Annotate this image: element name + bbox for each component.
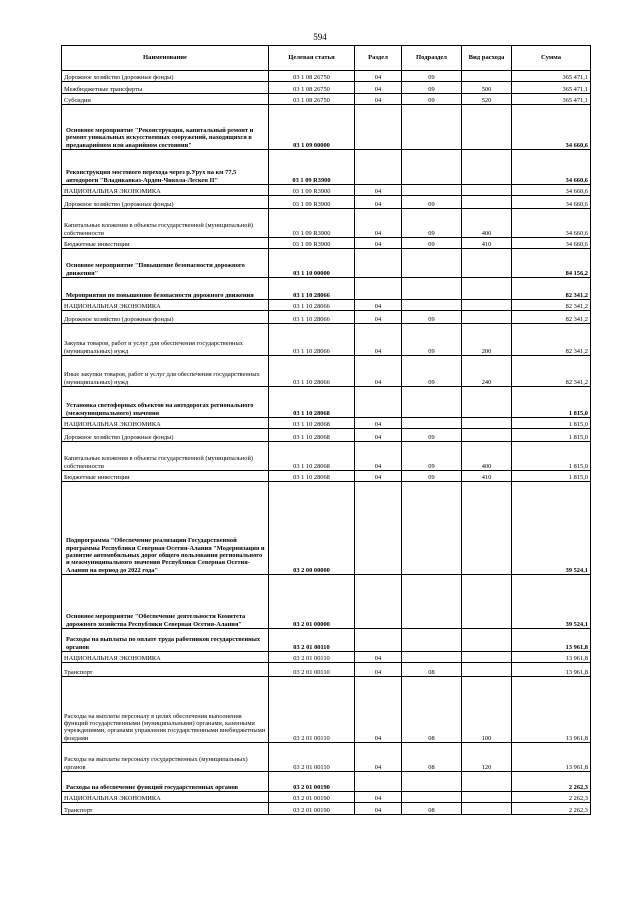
- cell-subsection: [402, 278, 462, 300]
- cell-subsection: [402, 185, 462, 196]
- table-row: [62, 629, 591, 652]
- cell-name: Установка светофорных объектов на автодорогах регионального (межмуниципального) значения: [62, 387, 269, 418]
- cell-target-article: 03 2 00 00000: [269, 482, 355, 575]
- cell-target-article: 03 1 08 26750: [269, 82, 355, 94]
- cell-section: 04: [355, 652, 402, 663]
- cell-name: Дорожное хозяйство (дорожные фонды): [62, 311, 269, 324]
- cell-sum: 13 961,8: [512, 677, 591, 743]
- cell-target-article: 03 1 09 R3900: [269, 196, 355, 209]
- cell-expense-type: [462, 429, 512, 442]
- cell-subsection: [402, 575, 462, 629]
- cell-subsection: [402, 418, 462, 429]
- cell-subsection: [402, 150, 462, 185]
- cell-section: 04: [355, 429, 402, 442]
- cell-section: 04: [355, 209, 402, 238]
- table-row: [62, 185, 591, 196]
- cell-expense-type: [462, 278, 512, 300]
- table-row: [62, 105, 591, 150]
- cell-sum: 1 815,0: [512, 429, 591, 442]
- cell-subsection: 08: [402, 677, 462, 743]
- cell-section: 04: [355, 803, 402, 815]
- cell-subsection: 09: [402, 311, 462, 324]
- table-row: [62, 803, 591, 815]
- cell-expense-type: [462, 196, 512, 209]
- cell-target-article: 03 1 09 R3900: [269, 185, 355, 196]
- cell-name: НАЦИОНАЛЬНАЯ ЭКОНОМИКА: [62, 418, 269, 429]
- cell-section: [355, 278, 402, 300]
- cell-section: 04: [355, 471, 402, 482]
- cell-target-article: 03 1 10 00000: [269, 249, 355, 278]
- cell-expense-type: [462, 482, 512, 575]
- cell-target-article: 03 2 01 00190: [269, 803, 355, 815]
- table-row: [62, 429, 591, 442]
- cell-target-article: 03 2 01 00110: [269, 652, 355, 663]
- cell-sum: 2 262,3: [512, 803, 591, 815]
- cell-name: Основное мероприятие "Реконструкция, капитальный ремонт и ремонт уникальных искусственных сооружений, находящихся в предаварийном или аварийном состоянии": [62, 105, 269, 150]
- cell-name: НАЦИОНАЛЬНАЯ ЭКОНОМИКА: [62, 792, 269, 803]
- cell-subsection: 09: [402, 324, 462, 356]
- cell-name: Мероприятия по повышению безопасности дорожного движения: [62, 278, 269, 300]
- cell-expense-type: 400: [462, 442, 512, 471]
- cell-subsection: [402, 629, 462, 652]
- cell-expense-type: [462, 249, 512, 278]
- cell-sum: 34 660,6: [512, 185, 591, 196]
- cell-sum: 34 660,6: [512, 150, 591, 185]
- table-row: [62, 652, 591, 663]
- cell-expense-type: [462, 792, 512, 803]
- cell-sum: 13 961,8: [512, 743, 591, 772]
- cell-name: Бюджетные инвестиции: [62, 471, 269, 482]
- cell-section: [355, 575, 402, 629]
- table-row: [62, 418, 591, 429]
- table-row: [62, 442, 591, 471]
- header-section: Раздел: [355, 46, 402, 71]
- cell-section: 04: [355, 185, 402, 196]
- cell-subsection: 08: [402, 743, 462, 772]
- table-row: [62, 324, 591, 356]
- cell-expense-type: [462, 629, 512, 652]
- cell-expense-type: 500: [462, 82, 512, 94]
- cell-expense-type: 400: [462, 209, 512, 238]
- table-row: [62, 356, 591, 387]
- cell-name: НАЦИОНАЛЬНАЯ ЭКОНОМИКА: [62, 652, 269, 663]
- cell-subsection: 08: [402, 803, 462, 815]
- budget-table: [61, 45, 591, 815]
- cell-expense-type: 410: [462, 471, 512, 482]
- cell-expense-type: [462, 652, 512, 663]
- cell-subsection: 09: [402, 196, 462, 209]
- cell-target-article: 03 1 10 28066: [269, 324, 355, 356]
- cell-expense-type: 100: [462, 677, 512, 743]
- cell-target-article: 03 1 10 28066: [269, 278, 355, 300]
- cell-section: 04: [355, 442, 402, 471]
- cell-target-article: 03 1 10 28066: [269, 311, 355, 324]
- cell-subsection: [402, 387, 462, 418]
- cell-target-article: 03 2 01 00110: [269, 677, 355, 743]
- cell-sum: 39 524,1: [512, 575, 591, 629]
- cell-section: 04: [355, 94, 402, 105]
- cell-subsection: 09: [402, 442, 462, 471]
- table-row: [62, 387, 591, 418]
- cell-name: Транспорт: [62, 803, 269, 815]
- cell-expense-type: [462, 418, 512, 429]
- cell-target-article: 03 2 01 00110: [269, 743, 355, 772]
- cell-sum: 84 156,2: [512, 249, 591, 278]
- cell-section: [355, 105, 402, 150]
- cell-sum: 82 341,2: [512, 300, 591, 311]
- table-row: [62, 482, 591, 575]
- cell-expense-type: 410: [462, 238, 512, 249]
- cell-sum: 13 961,8: [512, 629, 591, 652]
- cell-section: 04: [355, 238, 402, 249]
- cell-sum: 82 341,2: [512, 278, 591, 300]
- cell-subsection: 09: [402, 238, 462, 249]
- cell-target-article: 03 1 09 R3900: [269, 209, 355, 238]
- cell-sum: 39 524,1: [512, 482, 591, 575]
- page-number: 594: [313, 32, 327, 42]
- cell-name: Основное мероприятие "Обеспечение деятельности Комитета дорожного хозяйства Республики Северная Осетия-Алания": [62, 575, 269, 629]
- cell-name: Основное мероприятие "Повышение безопасности дорожного движения": [62, 249, 269, 278]
- cell-section: [355, 629, 402, 652]
- cell-expense-type: [462, 803, 512, 815]
- cell-sum: 34 660,6: [512, 238, 591, 249]
- cell-sum: 13 961,8: [512, 663, 591, 677]
- cell-name: Расходы на выплаты персоналу в целях обеспечения выполнения функций государственными (муниципальными) органами, казенными учреждениями, органами управления государственными внебюджетными фондами: [62, 677, 269, 743]
- cell-target-article: 03 2 01 00110: [269, 663, 355, 677]
- cell-subsection: 08: [402, 663, 462, 677]
- table-row: [62, 249, 591, 278]
- table-row: [62, 196, 591, 209]
- cell-sum: 1 815,0: [512, 471, 591, 482]
- cell-subsection: 09: [402, 82, 462, 94]
- table-row: [62, 792, 591, 803]
- table-row: [62, 575, 591, 629]
- cell-expense-type: [462, 575, 512, 629]
- cell-section: [355, 482, 402, 575]
- cell-section: 04: [355, 356, 402, 387]
- cell-target-article: 03 2 01 00190: [269, 792, 355, 803]
- cell-target-article: 03 1 09 00000: [269, 105, 355, 150]
- table-row: [62, 677, 591, 743]
- cell-expense-type: [462, 150, 512, 185]
- cell-expense-type: [462, 772, 512, 792]
- cell-expense-type: [462, 185, 512, 196]
- cell-name: Расходы на выплаты по оплате труда работников государственных органов: [62, 629, 269, 652]
- table-row: [62, 663, 591, 677]
- cell-expense-type: [462, 71, 512, 82]
- cell-target-article: 03 1 10 28068: [269, 471, 355, 482]
- cell-subsection: 09: [402, 71, 462, 82]
- cell-target-article: 03 1 10 28068: [269, 418, 355, 429]
- cell-name: Реконструкция мостового перехода через р.Урух на км 77,5 автодороги "Владикавказ-Ардон-Чикола-Лескен II": [62, 150, 269, 185]
- cell-subsection: [402, 482, 462, 575]
- cell-name: Транспорт: [62, 663, 269, 677]
- cell-target-article: 03 1 10 28068: [269, 442, 355, 471]
- cell-subsection: [402, 792, 462, 803]
- table-row: [62, 94, 591, 105]
- table-body: [62, 71, 591, 815]
- cell-section: 04: [355, 311, 402, 324]
- cell-target-article: 03 2 01 00000: [269, 575, 355, 629]
- cell-target-article: 03 2 01 00110: [269, 629, 355, 652]
- cell-sum: 82 341,2: [512, 311, 591, 324]
- cell-subsection: [402, 249, 462, 278]
- cell-target-article: 03 1 08 26750: [269, 71, 355, 82]
- cell-name: Расходы на обеспечение функций государственных органов: [62, 772, 269, 792]
- cell-expense-type: [462, 387, 512, 418]
- cell-target-article: 03 1 10 28068: [269, 429, 355, 442]
- cell-target-article: 03 2 01 00190: [269, 772, 355, 792]
- cell-name: Капитальные вложения в объекты государственной (муниципальной) собственности: [62, 442, 269, 471]
- cell-name: НАЦИОНАЛЬНАЯ ЭКОНОМИКА: [62, 185, 269, 196]
- cell-sum: 34 660,6: [512, 105, 591, 150]
- cell-subsection: 09: [402, 209, 462, 238]
- cell-expense-type: 240: [462, 356, 512, 387]
- table-row: [62, 471, 591, 482]
- table-row: [62, 278, 591, 300]
- cell-section: 04: [355, 418, 402, 429]
- cell-sum: 82 341,2: [512, 324, 591, 356]
- cell-sum: 365 471,1: [512, 82, 591, 94]
- cell-name: Дорожное хозяйство (дорожные фонды): [62, 429, 269, 442]
- cell-name: Подпрограмма "Обеспечение реализации Государственной программы Республики Северная Осетия-Алания "Модернизация и развитие автомобильных дорог общего пользования регионального и межмуниципального значения Республики Северная Осетия-Алания на период до 2022 года": [62, 482, 269, 575]
- cell-sum: 365 471,1: [512, 71, 591, 82]
- table-row: [62, 743, 591, 772]
- cell-target-article: 03 1 10 28066: [269, 356, 355, 387]
- cell-subsection: 09: [402, 429, 462, 442]
- cell-section: 04: [355, 196, 402, 209]
- cell-name: Межбюджетные трансферты: [62, 82, 269, 94]
- cell-name: Иные закупки товаров, работ и услуг для обеспечения государственных (муниципальных) нужд: [62, 356, 269, 387]
- cell-sum: 34 660,6: [512, 196, 591, 209]
- cell-target-article: 03 1 10 28066: [269, 300, 355, 311]
- table-row: [62, 82, 591, 94]
- table-row: [62, 772, 591, 792]
- cell-sum: 1 815,0: [512, 387, 591, 418]
- cell-section: 04: [355, 677, 402, 743]
- cell-name: НАЦИОНАЛЬНАЯ ЭКОНОМИКА: [62, 300, 269, 311]
- table-row: [62, 209, 591, 238]
- cell-subsection: [402, 300, 462, 311]
- cell-sum: 1 815,0: [512, 442, 591, 471]
- cell-expense-type: [462, 311, 512, 324]
- cell-section: [355, 249, 402, 278]
- cell-section: [355, 387, 402, 418]
- cell-subsection: 09: [402, 356, 462, 387]
- cell-subsection: 09: [402, 94, 462, 105]
- table-row: [62, 71, 591, 82]
- cell-name: Бюджетные инвестиции: [62, 238, 269, 249]
- cell-expense-type: 200: [462, 324, 512, 356]
- cell-section: 04: [355, 792, 402, 803]
- cell-expense-type: [462, 663, 512, 677]
- table-row: [62, 150, 591, 185]
- cell-section: 04: [355, 324, 402, 356]
- cell-sum: 13 961,8: [512, 652, 591, 663]
- header-name: Наименование: [62, 46, 269, 71]
- cell-expense-type: [462, 105, 512, 150]
- cell-target-article: 03 1 08 26750: [269, 94, 355, 105]
- cell-sum: 1 815,0: [512, 418, 591, 429]
- cell-name: Закупка товаров, работ и услуг для обеспечения государственных (муниципальных) нужд: [62, 324, 269, 356]
- cell-name: Капитальные вложения в объекты государственной (муниципальной) собственности: [62, 209, 269, 238]
- cell-section: [355, 150, 402, 185]
- cell-subsection: [402, 772, 462, 792]
- cell-section: 04: [355, 82, 402, 94]
- cell-subsection: 09: [402, 471, 462, 482]
- table-header-row: [62, 46, 591, 71]
- header-target-article: Целевая статья: [269, 46, 355, 71]
- cell-name: Дорожное хозяйство (дорожные фонды): [62, 196, 269, 209]
- cell-section: 04: [355, 663, 402, 677]
- header-subsection: Подраздел: [402, 46, 462, 71]
- cell-name: Субсидии: [62, 94, 269, 105]
- table-row: [62, 311, 591, 324]
- cell-section: 04: [355, 71, 402, 82]
- cell-section: 04: [355, 743, 402, 772]
- cell-target-article: 03 1 09 R3900: [269, 150, 355, 185]
- cell-expense-type: 520: [462, 94, 512, 105]
- cell-subsection: [402, 105, 462, 150]
- cell-sum: 2 262,3: [512, 772, 591, 792]
- cell-target-article: 03 1 09 R3900: [269, 238, 355, 249]
- cell-section: 04: [355, 300, 402, 311]
- cell-name: Дорожное хозяйство (дорожные фонды): [62, 71, 269, 82]
- cell-expense-type: [462, 300, 512, 311]
- cell-target-article: 03 1 10 28068: [269, 387, 355, 418]
- cell-section: [355, 772, 402, 792]
- cell-name: Расходы на выплаты персоналу государственных (муниципальных) органов: [62, 743, 269, 772]
- header-expense-type: Вид расхода: [462, 46, 512, 71]
- header-sum: Сумма: [512, 46, 591, 71]
- table-row: [62, 300, 591, 311]
- cell-sum: 365 471,1: [512, 94, 591, 105]
- table-row: [62, 238, 591, 249]
- cell-subsection: [402, 652, 462, 663]
- cell-expense-type: 120: [462, 743, 512, 772]
- cell-sum: 82 341,2: [512, 356, 591, 387]
- cell-sum: 34 660,6: [512, 209, 591, 238]
- cell-sum: 2 262,3: [512, 792, 591, 803]
